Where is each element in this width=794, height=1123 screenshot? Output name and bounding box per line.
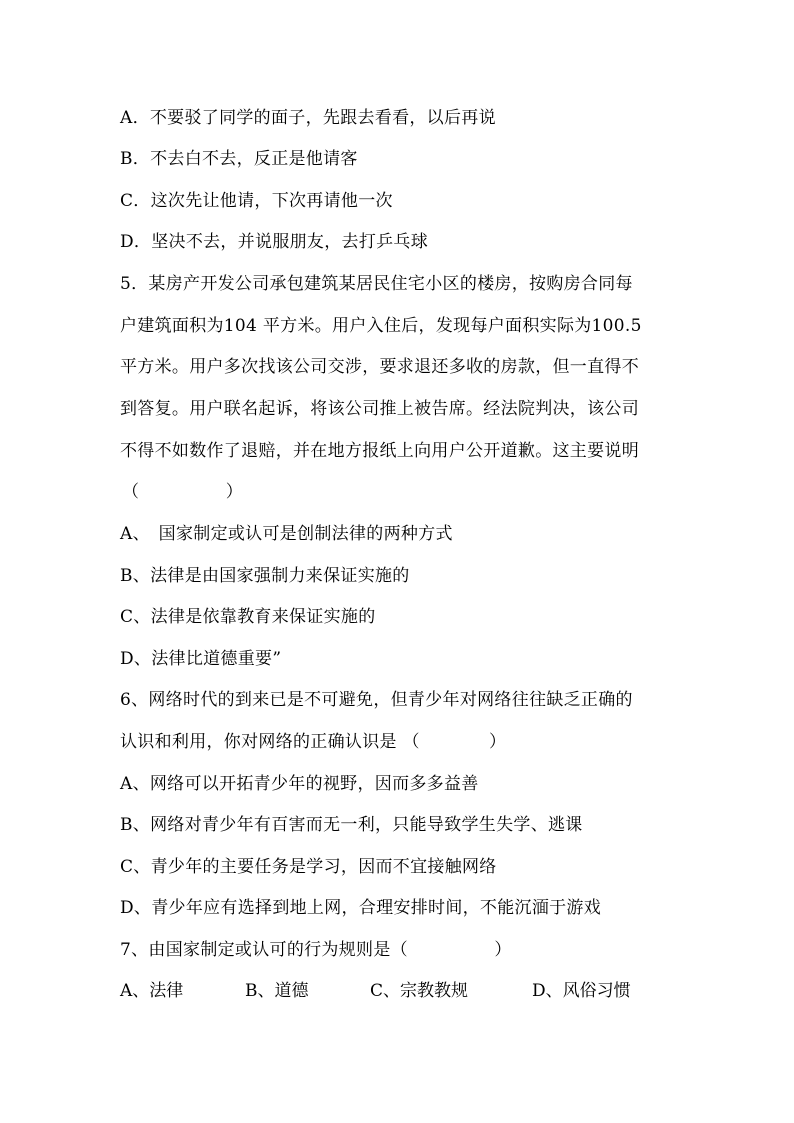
q6-option-a: A、网络可以开拓青少年的视野，因而多多益善 (120, 774, 479, 794)
q5-stem-line-1: 5．某房产开发公司承包建筑某居民住宅小区的楼房，按购房合同每 (120, 274, 633, 294)
q5-stem-line-3: 平方米。用户多次找该公司交涉，要求退还多收的房款，但一直得不 (120, 357, 639, 377)
q6-option-d: D、青少年应有选择到地上网，合理安排时间，不能沉湎于游戏 (120, 898, 602, 918)
q7-options-row (120, 979, 631, 1003)
q6-stem-line-2: 认识和利用，你对网络的正确认识是 （ ） (120, 732, 507, 752)
q4-option-a: A．不要驳了同学的面子，先跟去看看，以后再说 (120, 108, 496, 128)
q7-option-a: A、法律 (120, 981, 184, 1001)
q7-option-d: D、风俗习惯 (532, 981, 631, 1001)
q6-stem-line-1: 6、网络时代的到来已是不可避免，但青少年对网络往往缺乏正确的 (120, 690, 633, 710)
q7-stem: 7、由国家制定或认可的行为规则是（ ） (120, 940, 512, 960)
q5-option-b: B、法律是由国家强制力来保证实施的 (120, 566, 410, 586)
q5-option-a: A、 国家制定或认可是创制法律的两种方式 (120, 524, 453, 544)
q6-option-b: B、网络对青少年有百害而无一利，只能导致学生失学、逃课 (120, 815, 583, 835)
q5-stem-line-4: 到答复。用户联名起诉，将该公司推上被告席。经法院判决，该公司 (120, 399, 639, 419)
q5-stem-line-5: 不得不如数作了退赔，并在地方报纸上向用户公开道歉。这主要说明 (120, 441, 639, 461)
q5-option-c: C、法律是依靠教育来保证实施的 (120, 607, 376, 627)
q7-option-c: C、宗教教规 (370, 981, 469, 1001)
q6-option-c: C、青少年的主要任务是学习，因而不宜接触网络 (120, 857, 497, 877)
q4-option-b: B．不去白不去，反正是他请客 (120, 149, 358, 169)
q4-option-d: D．坚决不去，并说服朋友，去打乒乓球 (120, 232, 429, 252)
q5-option-d: D、法律比道德重要” (120, 649, 282, 669)
q5-answer-blank: （ ） (122, 482, 244, 502)
q7-option-b: B、道德 (245, 981, 309, 1001)
q4-option-c: C．这次先让他请，下次再请他一次 (120, 191, 393, 211)
q5-stem-line-2: 户建筑面积为104 平方米。用户入住后，发现每户面积实际为100.5 (120, 316, 642, 336)
